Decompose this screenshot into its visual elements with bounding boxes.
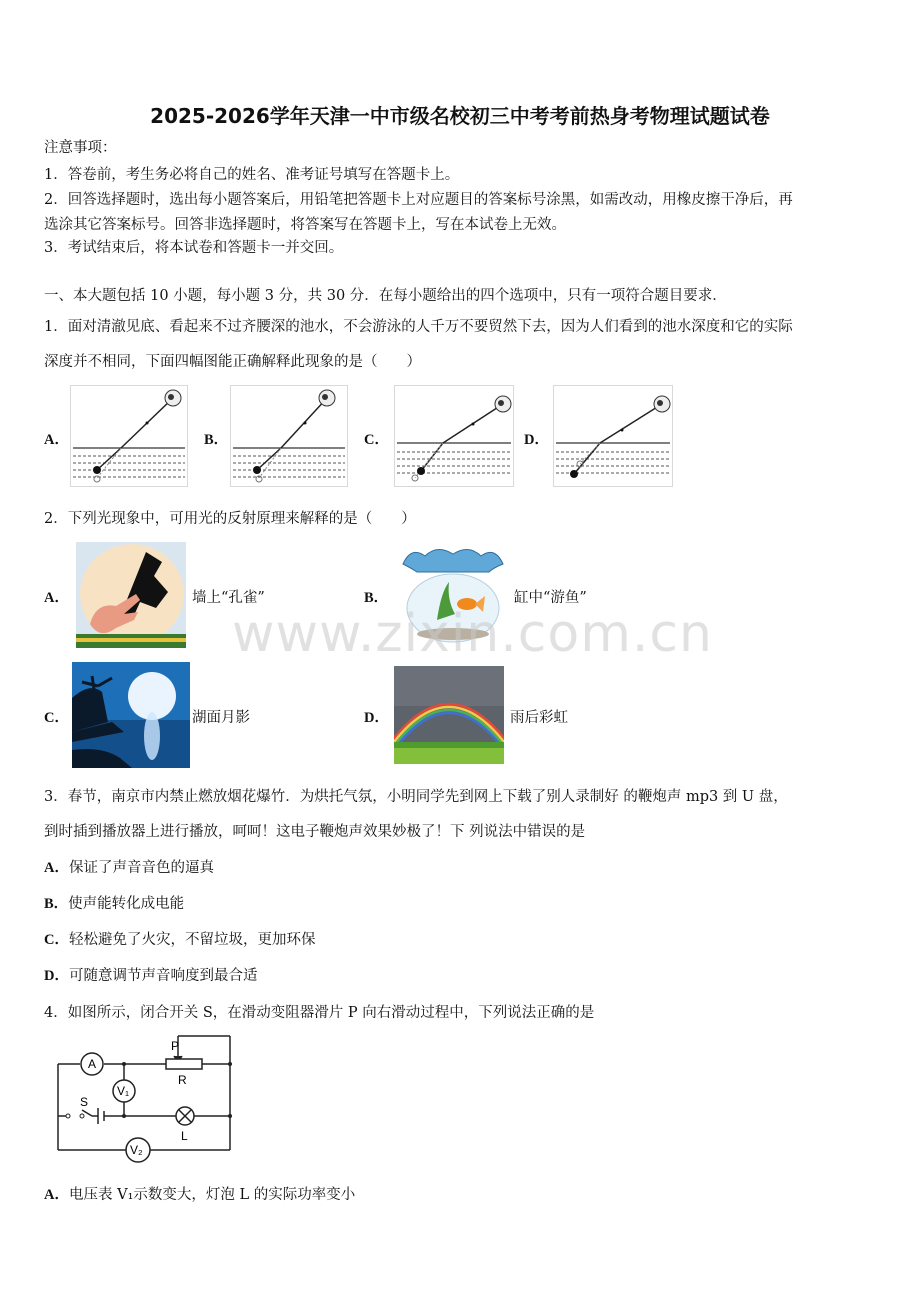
hand-shadow-image	[76, 542, 186, 648]
q1-stem-line1: 1．面对清澈见底、看起来不过齐腰深的池水，不会游泳的人千万不要贸然下去，因为人们看到的池水深度和它的实际	[44, 319, 793, 335]
rheostat-r-label: R	[178, 1073, 187, 1087]
slider-p-label: P	[171, 1039, 180, 1053]
q2-option-b-caption: 缸中“游鱼”	[514, 590, 587, 606]
q3-option-d-label: D．	[44, 968, 69, 984]
q3-option-c-label: C．	[44, 932, 69, 948]
q3-option-b	[44, 892, 184, 913]
q3-option-c	[44, 928, 315, 949]
q2-option-d-caption: 雨后彩虹	[510, 710, 568, 726]
q4-stem: 4．如图所示，闭合开关 S，在滑动变阻器滑片 P 向右滑动过程中，下列说法正确的是	[44, 1005, 595, 1021]
q1-option-a-label: A．	[44, 432, 69, 448]
q3-option-d	[44, 964, 257, 985]
lamp-l-label: L	[181, 1129, 188, 1143]
q2-option-a-label: A．	[44, 590, 69, 606]
q1-option-c-label: C．	[364, 432, 389, 448]
q4-option-a	[44, 1183, 355, 1204]
notice-item-2-cont: 选涂其它答案标号。回答非选择题时，将答案写在答题卡上，写在本试卷上无效。	[44, 217, 566, 233]
q1-option-b-diagram	[230, 385, 348, 487]
q3-option-a	[44, 856, 214, 877]
q2-option-d-label: D．	[364, 710, 389, 726]
q3-option-b-text: 使声能转化成电能	[68, 896, 185, 912]
q3-option-c-text: 轻松避免了火灾，不留垃圾，更加环保	[68, 932, 316, 948]
q3-option-d-text: 可随意调节声音响度到最合适	[68, 968, 258, 984]
q1-option-d-diagram	[553, 385, 673, 487]
q4-option-a-label: A．	[44, 1187, 69, 1203]
switch-s-label: S	[80, 1095, 89, 1109]
voltmeter-v1-label: V₁	[117, 1084, 130, 1098]
q3-stem-line1: 3．春节，南京市内禁止燃放烟花爆竹．为烘托气氛，小明同学先到网上下载了别人录制好 的鞭炮声 mp3 到 U 盘，	[44, 789, 788, 805]
q2-option-c-caption: 湖面月影	[192, 710, 250, 726]
q4-option-a-text: 电压表 V₁示数变大，灯泡 L 的实际功率变小	[68, 1187, 356, 1203]
q2-stem: 2．下列光现象中，可用光的反射原理来解释的是（ ）	[44, 511, 416, 527]
section-heading: 一、本大题包括 10 小题，每小题 3 分，共 30 分．在每小题给出的四个选项中，只有一项符合题目要求．	[44, 288, 727, 304]
q1-option-d-label: D．	[524, 432, 549, 448]
q3-option-a-text: 保证了声音音色的逼真	[68, 860, 214, 876]
q3-stem-line2: 到时插到播放器上进行播放，呵呵！这电子鞭炮声效果妙极了！下 列说法中错误的是	[44, 824, 586, 840]
watermark: www.zixin.com.cn	[232, 604, 713, 664]
q2-option-b-label: B．	[364, 590, 389, 606]
q1-option-b-label: B．	[204, 432, 229, 448]
q1-stem-line2: 深度并不相同，下面四幅图能正确解释此现象的是（ ）	[44, 354, 421, 370]
notice-item-3: 3．考试结束后，将本试卷和答题卡一并交回。	[44, 240, 344, 256]
notice-item-2: 2．回答选择题时，选出每小题答案后，用铅笔把答题卡上对应题目的答案标号涂黑，如需改动，用橡皮擦干净后，再	[44, 192, 793, 208]
q2-option-a-caption: 墙上“孔雀”	[192, 590, 265, 606]
rainbow-image	[394, 666, 504, 764]
voltmeter-v2-label: V₂	[130, 1143, 143, 1157]
q3-option-b-label: B．	[44, 896, 69, 912]
lake-moon-image	[72, 662, 190, 768]
notice-heading: 注意事项：	[44, 140, 117, 156]
page-title: 2025-2026学年天津一中市级名校初三中考考前热身考物理试题试卷	[150, 104, 770, 128]
notice-item-1: 1．答卷前，考生务必将自己的姓名、准考证号填写在答题卡上。	[44, 167, 460, 183]
circuit-diagram	[44, 1032, 240, 1166]
q1-option-a-diagram	[70, 385, 188, 487]
q2-option-c-label: C．	[44, 710, 69, 726]
q3-option-a-label: A．	[44, 860, 69, 876]
ammeter-label: A	[88, 1057, 97, 1071]
q1-option-c-diagram	[394, 385, 514, 487]
